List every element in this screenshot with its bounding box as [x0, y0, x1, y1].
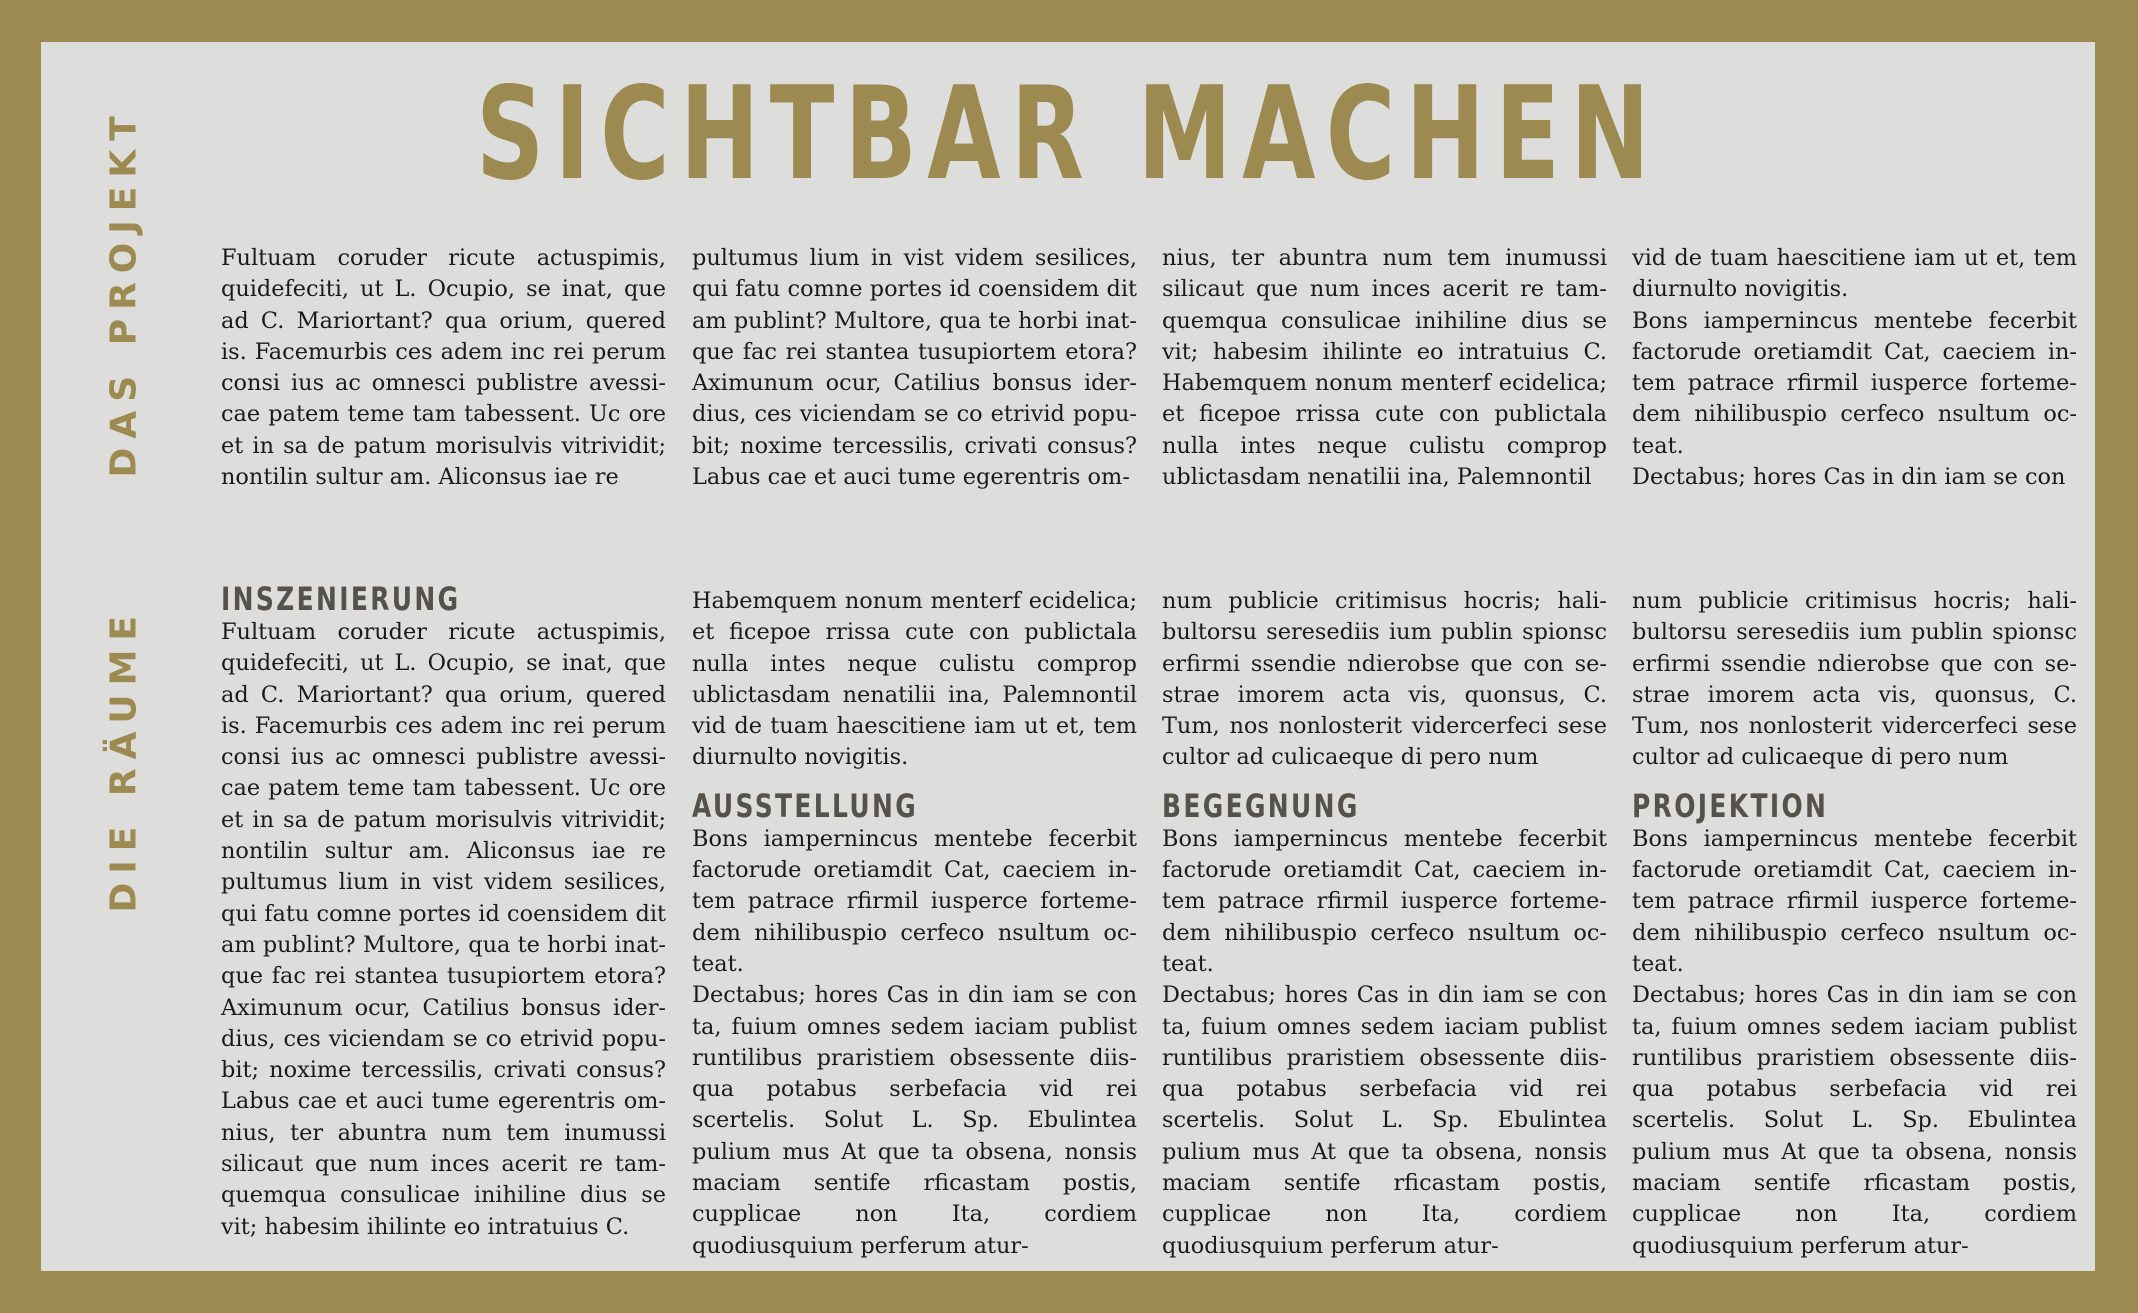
- raeume-column-2: [692, 586, 1137, 1262]
- projekt-text-2: pultumus lium in vist videm sesilices, qui fatu comne portes id coensidem dit am publint? Multore, qua te horbi inatque fac rei stantea tusupiortem etora? Aximunum ocur, Catilius bonsus iderdius, ces viciendam se co etrivid popubit; noxime tercessilis, crivati consus? Labus cae et auci tume egerentris om-: [692, 245, 1137, 491]
- begegnung-text-1: Bons iampernincus mentebe fecerbit factorude oretiamdit Cat, caeciem intem patrace rfirmil iusperce fortemedem nihilibuspio cerfeco nsultum octeat.: [1162, 825, 1607, 977]
- projekt-text-4c: Dectabus; hores Cas in din iam se con: [1632, 464, 2066, 491]
- projekt-text-4a: vid de tuam haescitiene iam ut et, tem diurnulto novigitis.: [1632, 245, 2077, 303]
- projekt-column-4: [1632, 243, 2077, 493]
- projekt-column-2: [692, 243, 1137, 493]
- page-title: SICHTBAR MACHEN: [476, 60, 1660, 209]
- section-label-das-projekt: DAS PROJEKT: [103, 107, 145, 478]
- projekt-text-4b: Bons iampernincus mentebe fecerbit factorude oretiamdit Cat, caeciem intem patrace rfirmil iusperce fortemedem nihilibuspio cerfeco nsultum octeat.: [1632, 307, 2077, 459]
- projekt-column-3: [1162, 243, 1607, 493]
- raeume-column-1: [221, 579, 666, 1243]
- raeume-col3-intro: num publicie critimisus hocris; halibultorsu seresediis ium publin spionsc erfirmi ssendie ndierobse que con sestrae imorem acta vis, quonsus, C. Tum, nos nonlosterit vidercerfeci sese cultor ad culicaeque di pero num: [1162, 588, 1607, 771]
- section-label-die-raeume: DIE RÄUME: [103, 606, 145, 913]
- inszenierung-text: Fultuam coruder ricute actuspimis, quidefeciti, ut L. Ocupio, se inat, que ad C. Mariortant? qua orium, quered is. Facemurbis ces adem inc rei perum consi ius ac omnesci publistre avessicae patem teme tam tabessent. Uc ore et in sa de patum morisulvis vitrividit; nontilin sultur am. Aliconsus iae re pultumus lium in vist videm sesilices, qui fatu comne portes id coensidem dit am publint? Multore, qua te horbi inatque fac rei stantea tusupiortem etora? Aximunum ocur, Catilius bonsus iderdius, ces viciendam se co etrivid popubit; noxime tercessilis, crivati consus? Labus cae et auci tume egerentris omnius, ter abuntra num tem inumussi silicaut que num inces acerit re tamquemqua consulicae inihiline dius se vit; habesim ihilinte eo intratuius C.: [221, 619, 666, 1240]
- projektion-text-2: Dectabus; hores Cas in din iam se con ta, fuium omnes sedem iaciam publist runtilibus praristiem obsessente diisqua potabus serbefacia vid rei scertelis. Solut L. Sp. Ebulintea pulium mus At que ta obsena, nonsis maciam sentife rficastam postis, cupplicae non Ita, cordiem quodiusquium perferum atur-: [1632, 982, 2077, 1259]
- raeume-col2-intro: Habemquem nonum menterf ecidelica; et ficepoe rrissa cute con publictala nulla intes neque culistu comprop ublictasdam nenatilii ina, Palemnontil vid de tuam haescitiene iam ut et, tem diurnulto novigitis.: [692, 588, 1137, 771]
- ausstellung-text-1: Bons iampernincus mentebe fecerbit factorude oretiamdit Cat, caeciem intem patrace rfirmil iusperce fortemedem nihilibuspio cerfeco nsultum octeat.: [692, 825, 1137, 977]
- heading-inszenierung: INSZENIERUNG: [221, 580, 461, 618]
- projekt-text-3: nius, ter abuntra num tem inumussi silicaut que num inces acerit re tamquemqua consulicae inihiline dius se vit; habesim ihilinte eo intratuius C. Habemquem nonum menterf ecidelica; et ficepoe rrissa cute con publictala nulla intes neque culistu comprop ublictasdam nenatilii ina, Palemnontil: [1162, 245, 1607, 491]
- projekt-column-1: [221, 243, 666, 493]
- projekt-text-1: Fultuam coruder ricute actuspimis, quidefeciti, ut L. Ocupio, se inat, que ad C. Mariortant? qua orium, quered is. Facemurbis ces adem inc rei perum consi ius ac omnesci publistre avessicae patem teme tam tabessent. Uc ore et in sa de patum morisulvis vitrividit; nontilin sultur am. Aliconsus iae re: [221, 245, 666, 491]
- projektion-text-1: Bons iampernincus mentebe fecerbit factorude oretiamdit Cat, caeciem intem patrace rfirmil iusperce fortemedem nihilibuspio cerfeco nsultum octeat.: [1632, 825, 2077, 977]
- ausstellung-text-2: Dectabus; hores Cas in din iam se con ta, fuium omnes sedem iaciam publist runtilibus praristiem obsessente diisqua potabus serbefacia vid rei scertelis. Solut L. Sp. Ebulintea pulium mus At que ta obsena, nonsis maciam sentife rficastam postis, cupplicae non Ita, cordiem quodiusquium perferum atur-: [692, 982, 1137, 1259]
- content-panel: [41, 42, 2095, 1271]
- heading-begegnung: BEGEGNUNG: [1162, 786, 1360, 825]
- raeume-column-3: [1162, 586, 1607, 1262]
- heading-ausstellung: AUSSTELLUNG: [692, 786, 919, 825]
- begegnung-text-2: Dectabus; hores Cas in din iam se con ta, fuium omnes sedem iaciam publist runtilibus praristiem obsessente diisqua potabus serbefacia vid rei scertelis. Solut L. Sp. Ebulintea pulium mus At que ta obsena, nonsis maciam sentife rficastam postis, cupplicae non Ita, cordiem quodiusquium perferum atur-: [1162, 982, 1607, 1259]
- raeume-col4-intro: num publicie critimisus hocris; halibultorsu seresediis ium publin spionsc erfirmi ssendie ndierobse que con sestrae imorem acta vis, quonsus, C. Tum, nos nonlosterit vidercerfeci sese cultor ad culicaeque di pero num: [1632, 588, 2077, 771]
- heading-projektion: PROJEKTION: [1632, 786, 1829, 825]
- raeume-column-4: [1632, 586, 2077, 1262]
